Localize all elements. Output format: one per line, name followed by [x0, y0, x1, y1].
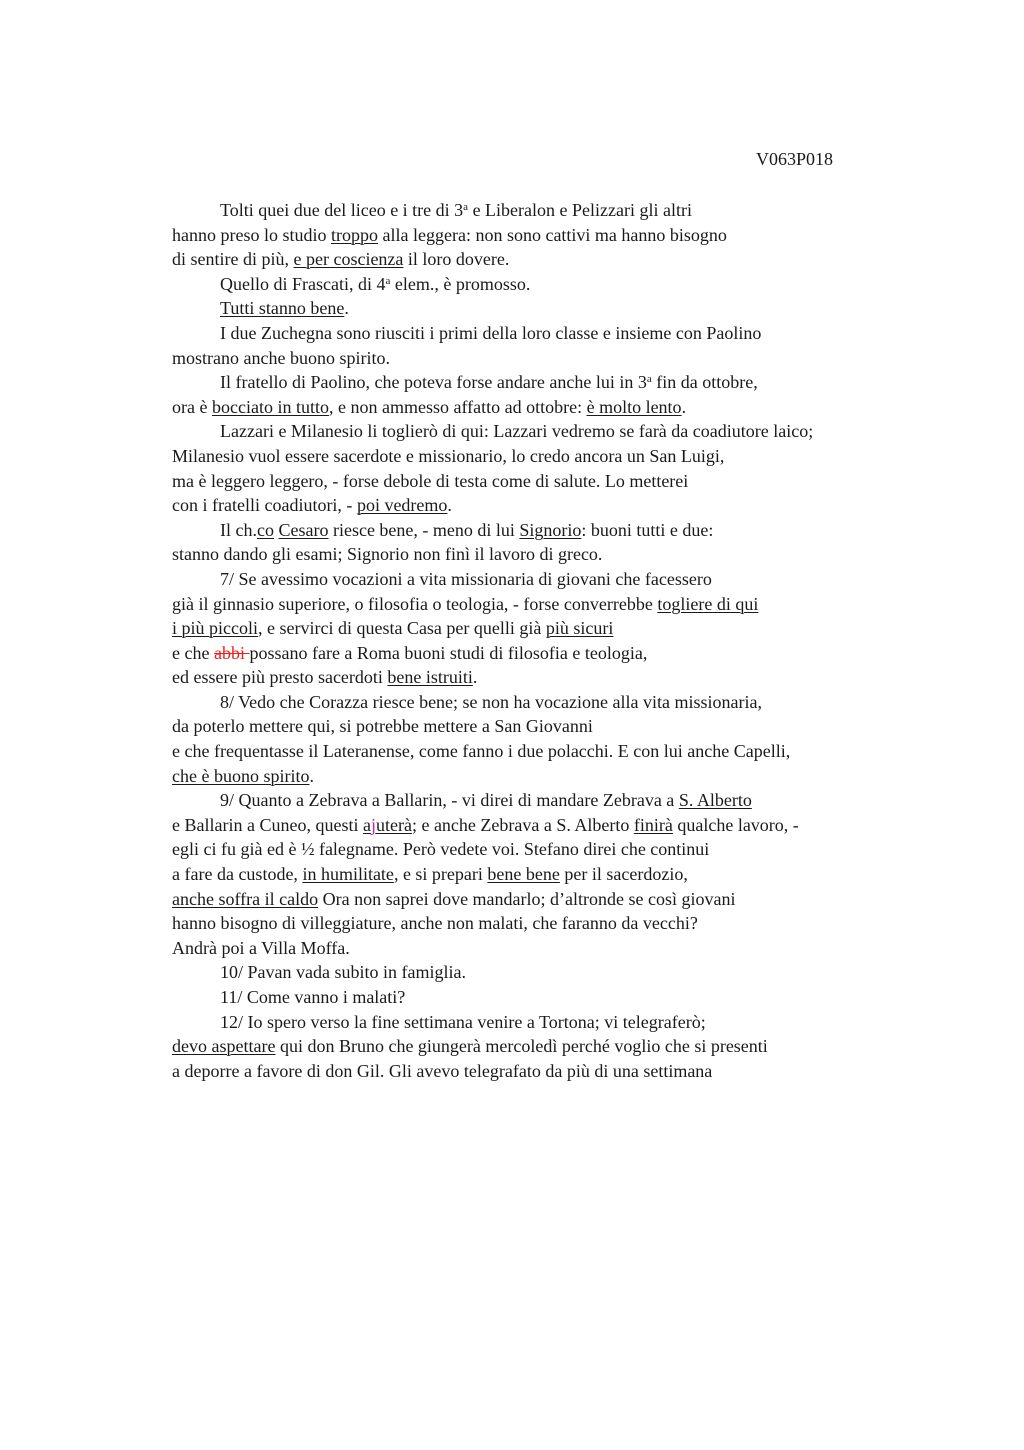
underlined-text: troppo	[331, 224, 378, 245]
text-line	[172, 936, 932, 961]
text-line	[172, 714, 932, 739]
text-segment: Ora non saprei dove mandarlo; d’altronde se così giovani	[318, 888, 736, 909]
underlined-text: co	[256, 519, 274, 540]
text-line	[172, 690, 932, 715]
text-line	[172, 370, 932, 395]
text-line	[172, 911, 932, 936]
superscript-ordinal: a	[463, 201, 469, 213]
text-segment: e Ballarin a Cuneo, questi	[172, 814, 363, 835]
underlined-text: che è buono spirito	[172, 765, 310, 786]
inserted-letter: j	[370, 814, 376, 835]
text-segment: , e si prepari	[393, 864, 488, 885]
underlined-text: devo aspettare	[172, 1036, 276, 1057]
text-line	[172, 469, 932, 494]
text-line	[172, 887, 932, 912]
text-line	[172, 985, 932, 1010]
underlined-text: Signorio	[519, 519, 582, 540]
text-segment: e che frequentasse il Lateranense, come fanno i due polacchi. E con lui anche Capelli,	[172, 741, 791, 762]
text-segment: fin da ottobre,	[651, 372, 758, 393]
text-segment: 11/ Come vanno i malati?	[220, 987, 406, 1007]
deleted-text: abbi	[213, 642, 250, 663]
text-segment: e Liberalon e Pelizzari gli altri	[468, 200, 692, 220]
text-segment: .	[472, 667, 478, 688]
underlined-text: finirà	[633, 814, 673, 835]
text-line	[172, 493, 932, 518]
text-segment: Andrà poi a Villa Moffa.	[172, 937, 350, 958]
text-line	[172, 1034, 932, 1059]
underlined-text: anche soffra il caldo	[172, 888, 319, 909]
text-segment: Il ch.	[220, 519, 257, 540]
text-line	[172, 223, 932, 248]
text-segment: già il ginnasio superiore, o filosofia o teologia, - forse converrebbe	[172, 593, 658, 614]
text-segment: ma è leggero leggero, - forse debole di testa come di salute. Lo metterei	[172, 470, 689, 491]
underlined-text: uterà	[375, 814, 412, 835]
text-segment: 7/ Se avessimo vocazioni a vita missionaria di giovani che facessero	[220, 568, 712, 589]
text-segment: per il sacerdozio,	[559, 864, 688, 885]
text-segment: ed essere più presto sacerdoti	[172, 667, 388, 688]
text-segment: hanno bisogno di villeggiature, anche non malati, che faranno da vecchi?	[172, 913, 698, 934]
text-segment: alla leggera: non sono cattivi ma hanno bisogno	[378, 224, 727, 245]
underlined-text: e per coscienza	[293, 249, 404, 270]
underlined-text: poi vedremo	[356, 495, 448, 516]
text-segment: 10/ Pavan vada subito in famiglia.	[220, 962, 466, 983]
text-segment: .	[681, 396, 687, 417]
superscript-ordinal: a	[385, 274, 391, 287]
text-line	[172, 419, 932, 444]
underlined-text: bene istruiti	[387, 667, 473, 688]
text-segment: Lazzari e Milanesio li toglierò di qui: Lazzari vedremo se farà da coadiutore laico;	[220, 421, 814, 442]
underlined-text: i più piccoli	[172, 618, 258, 639]
text-segment: egli ci fu già ed è ½ falegname. Però vedete voi. Stefano direi che continui	[172, 839, 710, 860]
underlined-text: togliere di qui	[657, 593, 759, 614]
text-line	[172, 739, 932, 764]
text-line	[172, 567, 932, 592]
text-segment: : buoni tutti e due:	[581, 519, 714, 540]
text-line	[172, 641, 932, 666]
text-segment: .	[309, 765, 314, 786]
text-segment: .	[447, 495, 452, 516]
text-line	[172, 346, 932, 371]
text-line	[172, 616, 932, 641]
text-segment: qui don Bruno che giungerà mercoledì perché voglio che si presenti	[275, 1036, 768, 1057]
text-line	[172, 272, 932, 297]
underlined-text: S. Alberto	[678, 790, 752, 811]
page-reference-code: V063P018	[756, 149, 834, 169]
text-segment: Il fratello di Paolino, che poteva forse andare anche lui in 3	[220, 372, 647, 393]
text-segment: 9/ Quanto a Zebrava a Ballarin, - vi direi di mandare Zebrava a	[220, 790, 679, 811]
text-segment: 12/ Io spero verso la fine settimana venire a Tortona; vi telegraferò;	[220, 1011, 706, 1032]
text-segment: , e non ammesso affatto ad ottobre:	[328, 396, 587, 417]
text-line	[172, 592, 932, 617]
text-segment: Milanesio vuol essere sacerdote e missionario, lo credo ancora un San Luigi,	[172, 445, 725, 466]
text-line	[172, 960, 932, 985]
text-segment: ; e anche Zebrava a S. Alberto	[411, 814, 634, 835]
text-segment: il loro dovere.	[403, 249, 510, 270]
text-segment: di sentire di più,	[172, 249, 294, 270]
underlined-text: a	[362, 814, 371, 835]
text-line	[172, 444, 932, 469]
text-line	[172, 518, 932, 543]
text-line	[172, 837, 932, 862]
text-segment: 8/ Vedo che Corazza riesce bene; se non ha vocazione alla vita missionaria,	[220, 691, 762, 712]
text-line	[172, 395, 932, 420]
text-line	[172, 542, 932, 567]
text-segment: e che	[172, 642, 214, 663]
underlined-text: in humilitate	[302, 864, 394, 885]
underlined-text: Tutti stanno bene	[220, 298, 345, 319]
superscript-ordinal: a	[646, 373, 652, 386]
underlined-text: bene bene	[487, 864, 560, 885]
text-segment: , e servirci di questa Casa per quelli già	[257, 618, 546, 639]
text-segment: .	[344, 298, 349, 319]
text-line	[172, 198, 932, 223]
text-segment: elem., è promosso.	[390, 273, 531, 294]
text-line	[172, 247, 932, 272]
underlined-text: bocciato in tutto	[211, 396, 329, 417]
text-segment: qualche lavoro, -	[672, 814, 799, 835]
text-segment: con i fratelli coadiutori, -	[172, 495, 357, 516]
text-line	[172, 1010, 932, 1035]
underlined-text: è molto lento	[586, 396, 682, 417]
text-segment: a deporre a favore di don Gil. Gli avevo telegrafato da più di una settimana	[172, 1060, 713, 1081]
text-line	[172, 665, 932, 690]
text-line	[172, 764, 932, 789]
text-line	[172, 788, 932, 813]
text-line	[172, 862, 932, 887]
text-line	[172, 296, 932, 321]
text-segment: da poterlo mettere qui, si potrebbe mettere a San Giovanni	[172, 716, 593, 737]
text-segment: Tolti quei due del liceo e i tre di 3	[220, 200, 464, 220]
text-line	[172, 813, 932, 838]
text-line	[172, 1059, 932, 1084]
letter-body	[172, 198, 932, 1083]
text-segment: ora è	[172, 396, 212, 417]
text-segment: a fare da custode,	[172, 864, 303, 885]
text-segment: riesce bene, - meno di lui	[328, 519, 520, 540]
text-segment: Quello di Frascati, di 4	[220, 273, 386, 294]
text-segment: hanno preso lo studio	[172, 224, 331, 245]
text-segment: mostrano anche buono spirito.	[172, 347, 390, 368]
text-segment: stanno dando gli esami; Signorio non finì il lavoro di greco.	[172, 544, 603, 565]
text-segment: possano fare a Roma buoni studi di filosofia e teologia,	[249, 642, 648, 663]
underlined-text: più sicuri	[545, 618, 614, 639]
text-line	[172, 321, 932, 346]
underlined-text: Cesaro	[278, 519, 329, 540]
text-segment: I due Zuchegna sono riusciti i primi della loro classe e insieme con Paolino	[220, 322, 762, 343]
